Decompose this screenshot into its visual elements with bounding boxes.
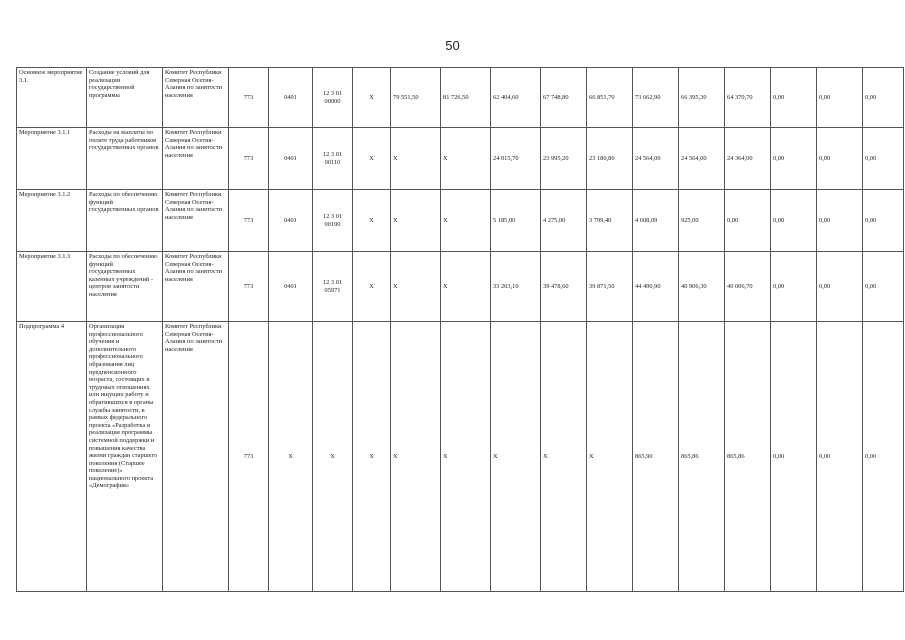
value-cell-1: 79 551,50 <box>391 68 441 128</box>
vr-cell: X <box>353 322 391 592</box>
program-name-cell: Мероприятие 3.1.3 <box>17 252 87 322</box>
value-cell-9: 0,00 <box>771 68 817 128</box>
value-cell-9: 0,00 <box>771 252 817 322</box>
value-cell-5: 23 180,80 <box>587 128 633 190</box>
value-cell-11: 0,00 <box>863 190 904 252</box>
value-cell-8: 64 370,70 <box>725 68 771 128</box>
value-cell-1: X <box>391 252 441 322</box>
value-cell-3: 62 404,60 <box>491 68 541 128</box>
value-cell-8: 24 364,00 <box>725 128 771 190</box>
value-cell-10: 0,00 <box>817 252 863 322</box>
value-cell-5: 3 799,40 <box>587 190 633 252</box>
vr-cell: X <box>353 128 391 190</box>
table-row <box>17 128 904 190</box>
value-cell-9: 0,00 <box>771 128 817 190</box>
program-name-cell: Мероприятие 3.1.1 <box>17 128 87 190</box>
value-cell-4: 23 995,20 <box>541 128 587 190</box>
value-cell-11: 0,00 <box>863 128 904 190</box>
value-cell-3: X <box>491 322 541 592</box>
table-row <box>17 190 904 252</box>
value-cell-7: 865,86 <box>679 322 725 592</box>
value-cell-2: X <box>441 322 491 592</box>
value-cell-4: X <box>541 322 587 592</box>
csr-cell: X <box>313 322 353 592</box>
value-cell-7: 40 906,30 <box>679 252 725 322</box>
value-cell-3: 33 203,10 <box>491 252 541 322</box>
value-cell-1: X <box>391 128 441 190</box>
description-cell: Расходы по обеспечению функций государственных органов <box>87 190 163 252</box>
rzpr-cell: X <box>269 322 313 592</box>
vr-cell: X <box>353 252 391 322</box>
value-cell-4: 67 748,80 <box>541 68 587 128</box>
rzpr-cell: 0401 <box>269 68 313 128</box>
grbs-cell: 773 <box>229 322 269 592</box>
executor-cell: Комитет Республики Северная Осетия-Алания по занятости населения <box>163 128 229 190</box>
executor-cell: Комитет Республики Северная Осетия-Алания по занятости населения <box>163 190 229 252</box>
value-cell-6: 865,90 <box>633 322 679 592</box>
value-cell-7: 925,00 <box>679 190 725 252</box>
value-cell-8: 40 006,70 <box>725 252 771 322</box>
table-row <box>17 68 904 128</box>
value-cell-6: 44 490,90 <box>633 252 679 322</box>
executor-cell: Комитет Республики Северная Осетия-Алания по занятости населения <box>163 322 229 592</box>
rzpr-cell: 0401 <box>269 128 313 190</box>
value-cell-4: 39 478,60 <box>541 252 587 322</box>
value-cell-10: 0,00 <box>817 128 863 190</box>
value-cell-2: 81 726,50 <box>441 68 491 128</box>
value-cell-11: 0,00 <box>863 252 904 322</box>
vr-cell: X <box>353 190 391 252</box>
grbs-cell: 773 <box>229 252 269 322</box>
value-cell-8: 865,86 <box>725 322 771 592</box>
page-number: 50 <box>445 38 460 53</box>
program-name-cell: Мероприятие 3.1.2 <box>17 190 87 252</box>
description-cell: Создание условий для реализации государственной программы <box>87 68 163 128</box>
grbs-cell: 773 <box>229 128 269 190</box>
value-cell-2: X <box>441 190 491 252</box>
value-cell-9: 0,00 <box>771 322 817 592</box>
program-name-cell: Подпрограмма 4 <box>17 322 87 592</box>
executor-cell: Комитет Республики Северная Осетия-Алания по занятости населения <box>163 68 229 128</box>
value-cell-7: 66 395,30 <box>679 68 725 128</box>
program-name-cell: Основное мероприятие 3.1. <box>17 68 87 128</box>
rzpr-cell: 0401 <box>269 252 313 322</box>
value-cell-1: X <box>391 322 441 592</box>
value-cell-11: 0,00 <box>863 322 904 592</box>
description-cell: Организация профессионального обучения и дополнительного профессионального образования лиц предпенсионного возраста, состоящих в трудовых отношениях или ищущих работу и обратившихся в органы службы занятости, в рамках федерального проекта «Разработка и реализация программы системной поддержки и повышения качества жизни граждан старшего поколения (Старшее поколение)» национального проекта «Демография» <box>87 322 163 592</box>
value-cell-1: X <box>391 190 441 252</box>
value-cell-10: 0,00 <box>817 68 863 128</box>
table-row <box>17 322 904 592</box>
description-cell: Расходы по обеспечению функций государственных казенных учреждений - центров занятости населения <box>87 252 163 322</box>
csr-cell: 12 3 01 00000 <box>313 68 353 128</box>
value-cell-4: 4 275,00 <box>541 190 587 252</box>
description-cell: Расходы на выплаты по оплате труда работников государственных органов <box>87 128 163 190</box>
budget-table <box>16 67 904 592</box>
table-row <box>17 252 904 322</box>
grbs-cell: 773 <box>229 68 269 128</box>
value-cell-2: X <box>441 252 491 322</box>
value-cell-6: 24 564,00 <box>633 128 679 190</box>
value-cell-10: 0,00 <box>817 190 863 252</box>
value-cell-2: X <box>441 128 491 190</box>
vr-cell: X <box>353 68 391 128</box>
value-cell-6: 4 608,09 <box>633 190 679 252</box>
value-cell-5: X <box>587 322 633 592</box>
csr-cell: 12 3 01 00190 <box>313 190 353 252</box>
csr-cell: 12 3 01 05971 <box>313 252 353 322</box>
rzpr-cell: 0401 <box>269 190 313 252</box>
grbs-cell: 773 <box>229 190 269 252</box>
value-cell-6: 73 662,90 <box>633 68 679 128</box>
value-cell-7: 24 564,00 <box>679 128 725 190</box>
value-cell-8: 0,00 <box>725 190 771 252</box>
value-cell-3: 5 185,00 <box>491 190 541 252</box>
value-cell-3: 24 015,70 <box>491 128 541 190</box>
value-cell-10: 0,00 <box>817 322 863 592</box>
executor-cell: Комитет Республики Северная Осетия-Алания по занятости населения <box>163 252 229 322</box>
value-cell-11: 0,00 <box>863 68 904 128</box>
value-cell-9: 0,00 <box>771 190 817 252</box>
value-cell-5: 39 871,50 <box>587 252 633 322</box>
csr-cell: 12 3 01 00110 <box>313 128 353 190</box>
value-cell-5: 66 851,70 <box>587 68 633 128</box>
